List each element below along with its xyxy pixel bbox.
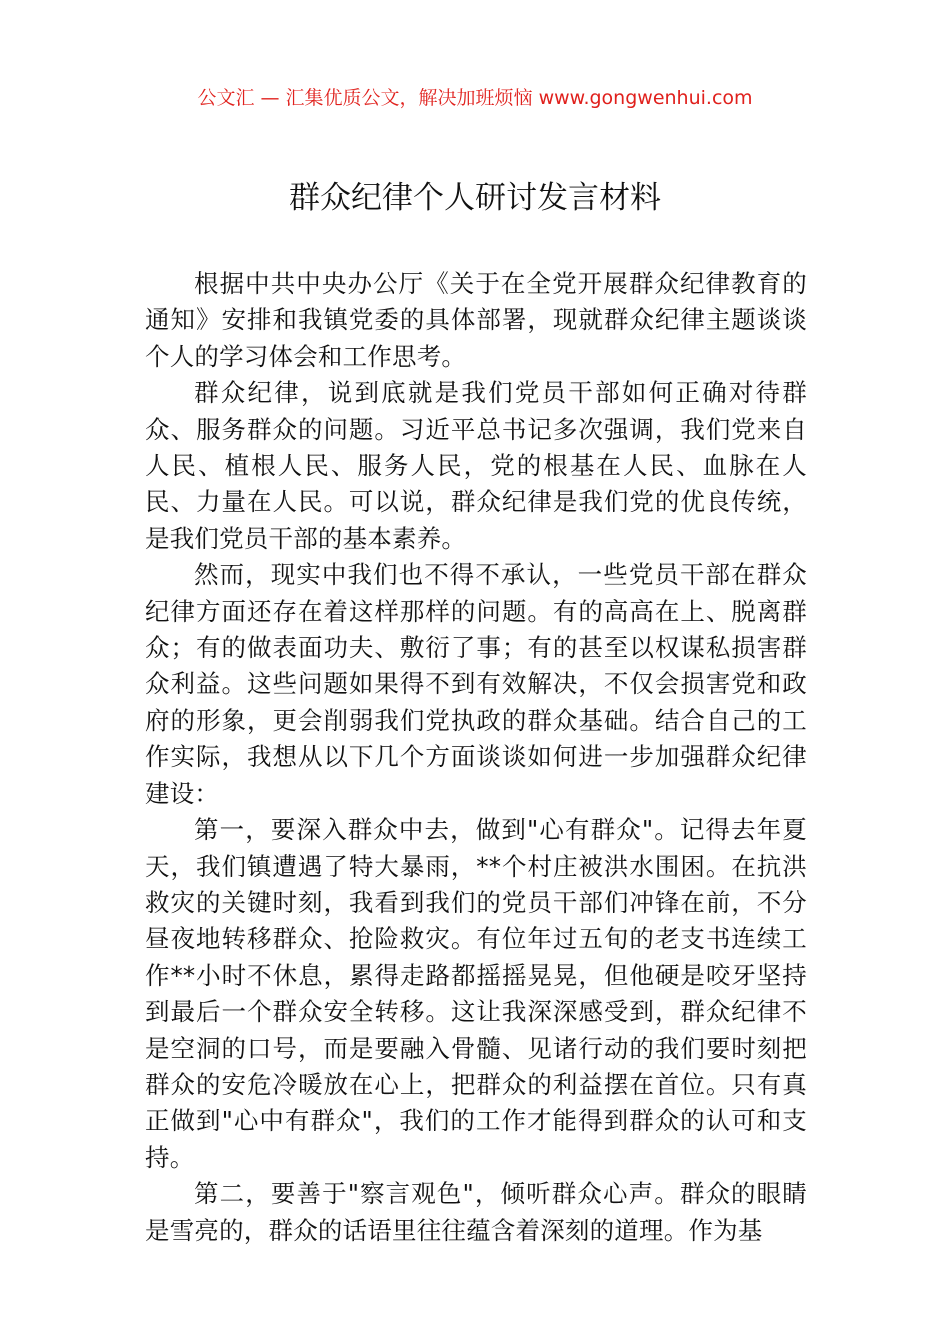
paragraph-problems: 然而，现实中我们也不得不承认，一些党员干部在群众纪律方面还存在着这样那样的问题。有的高高在上、脱离群众；有的做表面功夫、敷衍了事；有的甚至以权谋私损害群众利益。这些问题如果得不到有效解决，不仅会损害党和政府的形象，更会削弱我们党执政的群众基础。结合自己的工作实际，我想从以下几个方面谈谈如何进一步加强群众纪律建设： [145,560,807,808]
paragraph-point-two: 第二，要善于"察言观色"，倾听群众心声。群众的眼睛是雪亮的，群众的话语里往往蕴含着深刻的道理。作为基 [145,1179,807,1245]
document-title: 群众纪律个人研讨发言材料 [289,180,661,216]
paragraph-point-one: 第一，要深入群众中去，做到"心有群众"。记得去年夏天，我们镇遭遇了特大暴雨，**个村庄被洪水围困。在抗洪救灾的关键时刻，我看到我们的党员干部们冲锋在前，不分昼夜地转移群众、抢险救灾。有位年过五旬的老支书连续工作**小时不休息，累得走路都摇摇晃晃，但他硬是咬牙坚持到最后一个群众安全转移。这让我深深感受到，群众纪律不是空洞的口号，而是要融入骨髓、见诸行动的我们要时刻把群众的安危冷暖放在心上，把群众的利益摆在首位。只有真正做到"心中有群众"，我们的工作才能得到群众的认可和支持。 [145,815,807,1172]
paragraph-definition: 群众纪律，说到底就是我们党员干部如何正确对待群众、服务群众的问题。习近平总书记多次强调，我们党来自人民、植根人民、服务人民，党的根基在人民、血脉在人民、力量在人民。可以说，群众纪律是我们党的优良传统，是我们党员干部的基本素养。 [145,378,807,553]
document-body [145,266,807,1249]
paragraph-intro: 根据中共中央办公厅《关于在全党开展群众纪律教育的通知》安排和我镇党委的具体部署，现就群众纪律主题谈谈个人的学习体会和工作思考。 [145,269,807,371]
site-banner: 公文汇 — 汇集优质公文，解决加班烦恼 www.gongwenhui.com [197,87,753,109]
